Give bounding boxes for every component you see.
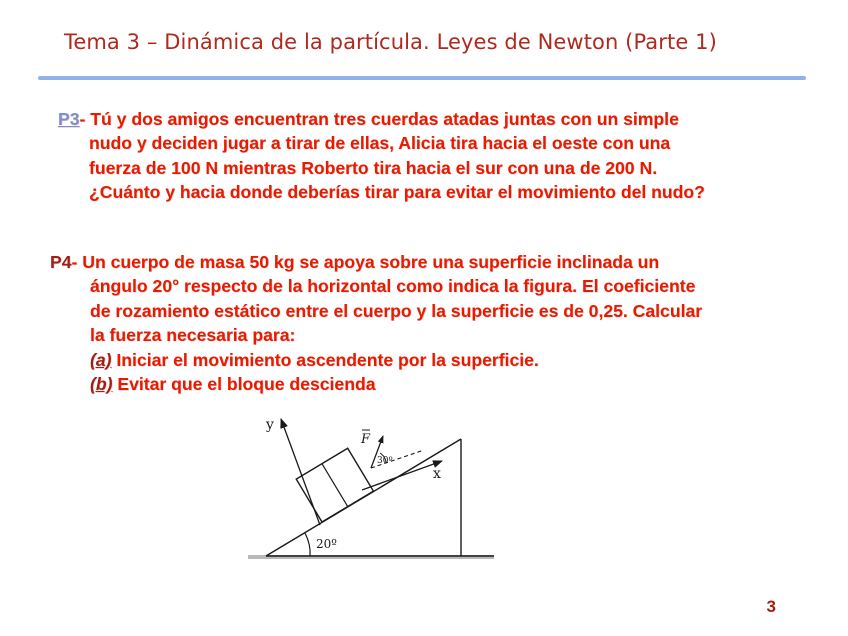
slide-title: Tema 3 – Dinámica de la partícula. Leyes de Newton (Parte 1)	[64, 30, 717, 54]
problem-p3-line-2: nudo y deciden jugar a tirar de ellas, Alicia tira hacia el oeste con una	[89, 133, 671, 154]
y-axis-label: y	[266, 417, 274, 433]
page-number: 3	[766, 597, 776, 616]
incline-diagram	[240, 405, 510, 570]
problem-p3-label-link[interactable]: P3	[58, 109, 80, 129]
problem-p4-line-1	[50, 250, 805, 274]
incline-angle-label: 20º	[316, 537, 337, 551]
problem-p4-label: P4	[50, 252, 72, 272]
problem-p4-line-2: ángulo 20° respecto de la horizontal como indica la figura. El coeficiente	[90, 276, 696, 297]
item-a-key: (a)	[90, 349, 112, 370]
problem-p4-item-a	[50, 348, 805, 372]
problem-p3	[58, 107, 798, 205]
problem-p4-text-1: - Un cuerpo de masa 50 kg se apoya sobre una superficie inclinada un	[71, 252, 660, 272]
problem-p3-line-3: fuerza de 100 N mientras Roberto tira hacia el sur con una de 200 N.	[89, 157, 658, 178]
problem-p4	[50, 250, 805, 396]
problem-p3-line-1	[58, 107, 798, 131]
problem-p3-line-4: ¿Cuánto y hacia donde deberías tirar para evitar el movimiento del nudo?	[89, 182, 705, 203]
force-angle-label: 30º	[377, 456, 393, 466]
title-divider	[38, 76, 806, 80]
problem-p4-item-b	[50, 372, 805, 396]
force-label: F	[361, 432, 371, 447]
block	[296, 448, 373, 522]
problem-p3-text-1: - Tú y dos amigos encuentran tres cuerdas atadas juntas con un simple	[79, 109, 679, 129]
item-b-text: Evitar que el bloque descienda	[112, 374, 376, 395]
x-axis-label: x	[433, 466, 441, 482]
problem-p4-line-3: de rozamiento estático entre el cuerpo y la superficie es de 0,25. Calcular	[90, 300, 703, 321]
item-b-key: (b)	[90, 374, 113, 395]
problem-p4-line-4: la fuerza necesaria para:	[90, 325, 296, 346]
item-a-text: Iniciar el movimiento ascendente por la superficie.	[111, 349, 539, 370]
incline-angle-arc	[305, 533, 310, 556]
x-axis-arrow	[362, 461, 442, 490]
